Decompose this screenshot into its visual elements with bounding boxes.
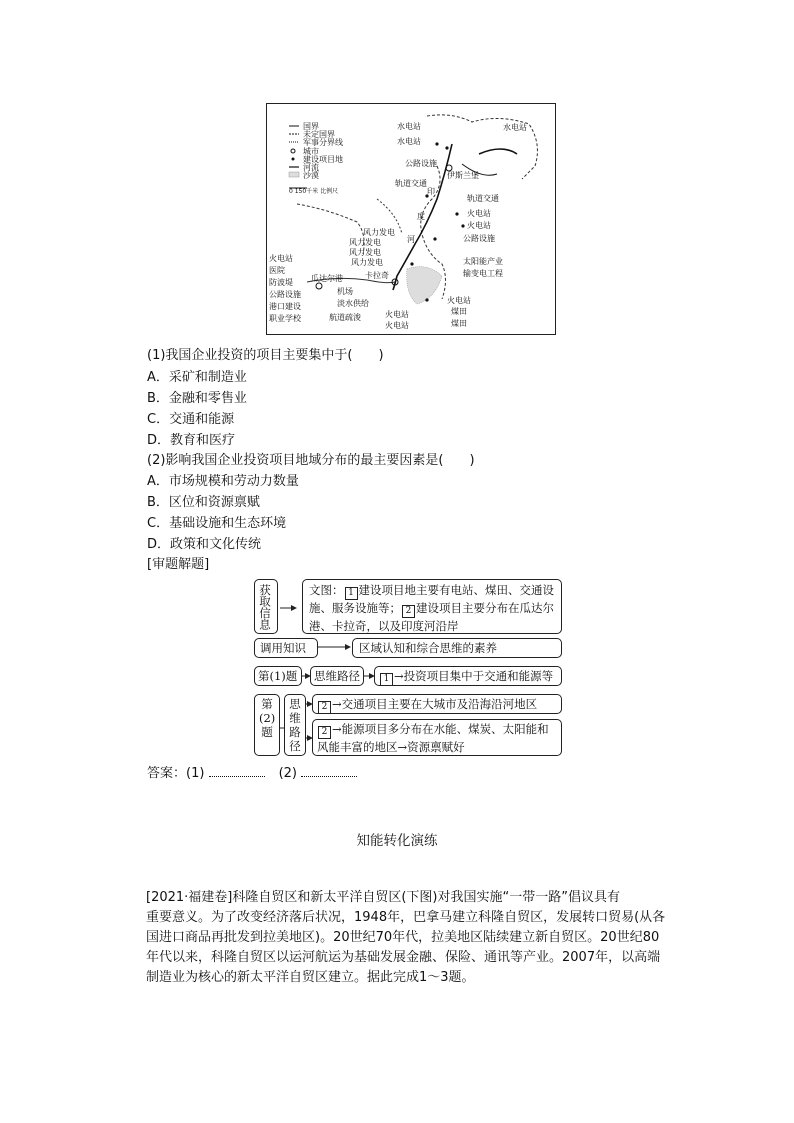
passage (146, 888, 665, 988)
label-coal1: 煤田 (451, 307, 467, 316)
label-river2: 度 (417, 212, 425, 221)
label-road3: 公路设施 (269, 290, 301, 299)
q2-path-box-b (312, 719, 562, 756)
q1-option-b[interactable]: B．金融和零售业 (147, 391, 247, 406)
obtain-text-3: 建设项目主要分布在瓜达尔港、卡拉奇，以及印度河沿岸 (309, 601, 554, 633)
answer-p1: (1) (186, 766, 205, 781)
label-thermal4: 火电站 (447, 296, 471, 305)
q1-stem: (1)我国企业投资的项目主要集中于( ) (147, 348, 384, 363)
q2-path-text-a: →交通项目主要在大城市及沿海沿河地区 (332, 697, 538, 711)
q2-option-d[interactable]: D．政策和文化传统 (147, 537, 262, 552)
q1-option-a[interactable]: A．采矿和制造业 (147, 370, 247, 385)
label-river3: 河 (407, 235, 415, 244)
legend-project: 建设项目地 (303, 155, 343, 164)
obtain-box (302, 579, 562, 634)
label-channel: 航道疏浚 (329, 313, 361, 322)
obtain-text-2: 建设项目地主要有电站、煤田、交通设施、服务设施等； (309, 583, 554, 615)
q1-path-text: →投资项目集中于交通和能源等 (394, 669, 554, 683)
label-thermal6: 火电站 (385, 321, 409, 330)
num-1b: 1 (380, 673, 393, 686)
answer-p2: (2) (278, 766, 297, 781)
label-gwadar: 瓜达尔港 (311, 274, 343, 283)
label-river1: 印 (427, 187, 435, 196)
legend-scale: 0 150千米 比例尺 (289, 188, 339, 195)
num-2c: 2 (318, 726, 331, 739)
section-title: 知能转化演练 (356, 833, 438, 849)
label-hydro2: 水电站 (397, 137, 421, 146)
passage-line-2: 重要意义。为了改变经济落后状况，1948年，巴拿马建立科隆自贸区，发展转口贸易(从各 (146, 910, 666, 925)
knowledge-label: 调用知识 (254, 638, 318, 658)
obtain-label: 获取信息 (254, 579, 278, 634)
label-school: 职业学校 (269, 314, 301, 323)
legend-military: 军事分界线 (303, 138, 343, 147)
label-solar: 太阳能产业 (463, 257, 503, 266)
label-hydro3: 水电站 (503, 123, 527, 132)
q1-label: 第(1)题 (254, 666, 302, 686)
label-hydro1: 水电站 (397, 122, 421, 131)
passage-line-5: 制造业为核心的新太平洋自贸区建立。据此完成1～3题。 (146, 970, 475, 985)
label-wind4: 风力发电 (351, 258, 383, 267)
gwadar-marker (316, 283, 322, 289)
q2-option-c[interactable]: C．基础设施和生态环境 (147, 516, 287, 531)
label-thermal2: 火电站 (467, 221, 491, 230)
desert (407, 267, 442, 304)
legend-border: 国界 (303, 122, 319, 131)
answer-blank-2[interactable] (301, 764, 357, 777)
q2-path-text-b: →能源项目多分布在水能、煤炭、太阳能和风能丰富的地区→资源禀赋好 (317, 722, 549, 754)
q2-option-a[interactable]: A．市场规模和劳动力数量 (147, 474, 299, 489)
answer-label: 答案： (147, 766, 187, 781)
label-thermal5: 火电站 (385, 310, 409, 319)
label-islamabad: 伊斯兰堡 (447, 171, 479, 180)
knowledge-box: 区域认知和综合思维的素养 (352, 638, 562, 658)
label-karachi: 卡拉奇 (365, 271, 389, 280)
label-airport: 机场 (337, 287, 353, 296)
label-wind1: 风力发电 (363, 228, 395, 237)
answer-blank-1[interactable] (209, 764, 265, 777)
river-north (479, 149, 517, 154)
q1-path-box (374, 666, 562, 686)
q2-path-box-a (312, 694, 562, 714)
label-hospital: 医院 (269, 266, 285, 275)
label-thermal3: 火电站 (269, 254, 293, 263)
num-1: 1 (345, 587, 358, 600)
label-water: 淡水供给 (337, 299, 369, 308)
q1-option-c[interactable]: C．交通和能源 (147, 412, 235, 427)
obtain-text-1: 文图： (309, 583, 344, 597)
label-wind3: 风力发电 (349, 248, 381, 257)
num-2: 2 (402, 605, 415, 618)
legend-river: 河流 (303, 163, 319, 172)
label-rail1: 轨道交通 (395, 179, 427, 188)
q2-stem: (2)影响我国企业投资项目地域分布的最主要因素是( ) (147, 453, 475, 468)
label-transmission: 输变电工程 (463, 269, 503, 278)
passage-line-1: [2021·福建卷]科隆自贸区和新太平洋自贸区(下图)对我国实施“一带一路”倡议具有 (146, 890, 620, 905)
label-road2: 公路设施 (463, 234, 495, 243)
legend-undetermined: 未定国界 (303, 130, 335, 139)
pakistan-project-map (266, 103, 556, 335)
q1-option-d[interactable]: D．教育和医疗 (147, 433, 236, 448)
q2-option-b[interactable]: B．区位和资源禀赋 (147, 495, 260, 510)
label-wind2: 风力发电 (349, 238, 381, 247)
label-road1: 公路设施 (405, 159, 437, 168)
passage-line-3: 国进口商品再批发到拉美地区)。20世纪70年代，拉美地区陆续建立新自贸区。20世纪80 (146, 930, 660, 945)
legend-city: 城市 (303, 147, 319, 156)
map-svg (267, 104, 556, 335)
label-thermal1: 火电站 (467, 209, 491, 218)
num-2b: 2 (318, 701, 331, 714)
analysis-title: [审题解题] (147, 557, 210, 572)
path-label-2: 思维路径 (284, 694, 306, 756)
label-breakwater: 防波堤 (269, 278, 293, 287)
label-rail2: 轨道交通 (467, 194, 499, 203)
q2-label: 第(2)题 (254, 694, 280, 756)
answer-row (147, 764, 357, 784)
label-port-build: 港口建设 (269, 302, 301, 311)
passage-line-4: 年代以来，科隆自贸区以运河航运为基础发展金融、保险、通讯等产业。2007年，以高端 (146, 950, 661, 965)
label-coal2: 煤田 (451, 319, 467, 328)
legend-desert: 沙漠 (303, 171, 319, 180)
path-label-1: 思维路径 (310, 666, 364, 686)
